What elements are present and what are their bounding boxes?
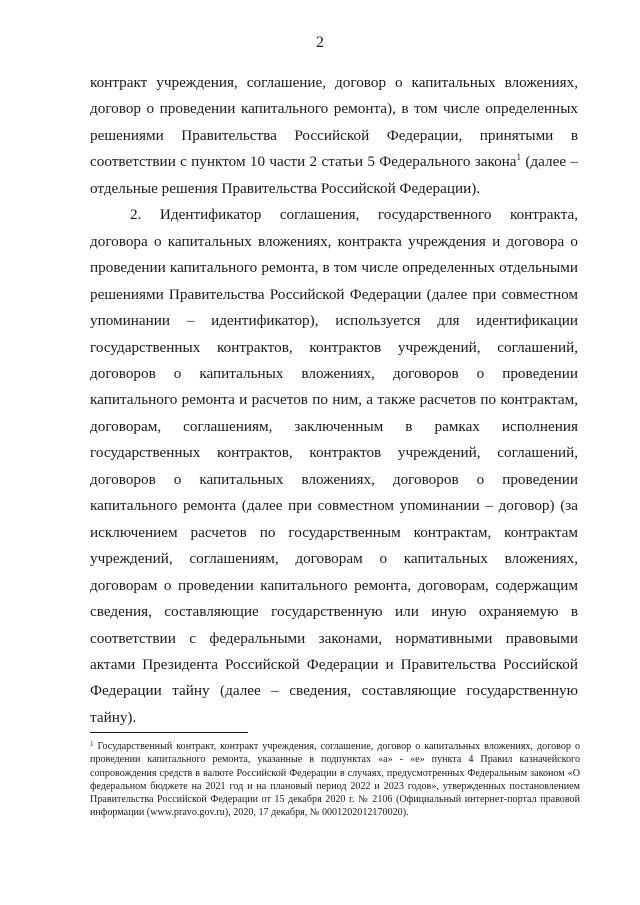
footnote-reference[interactable]: 1 <box>516 152 522 163</box>
paragraph-continuation <box>90 70 578 202</box>
paragraph-2: 2. Идентификатор соглашения, государственного контракта, договора о капитальных вложениях, контракта учреждения и договора о проведении капитального ремонта, в том числе определенных отдельными решениями Правительства Российской Федерации (далее при совместном упоминании – идентификатор), используется для идентификации государственных контрактов, контрактов учреждений, соглашений, договоров о капитальных вложениях, договоров о проведении капитального ремонта и расчетов по ним, а также расчетов по контрактам, договорам, соглашениям, заключенным в рамках исполнения государственных контрактов, контрактов учреждений, соглашений, договоров о капитальных вложениях, договоров о проведении капитального ремонта (далее при совместном упоминании – договор) (за исключением расчетов по государственным контрактам, контрактам учреждений, соглашениям, договорам о капитальных вложениях, договорам о проведении капитального ремонта, договорам, содержащим сведения, составляющие государственную или иную охраняемую в соответствии с федеральными законами, нормативными правовыми актами Президента Российской Федерации и Правительства Российской Федерации тайну (далее – сведения, составляющие государственную тайну). <box>90 206 578 726</box>
footnote <box>90 740 580 820</box>
paragraph-1-tail: (далее – отдельные решения Правительства Российской Федерации). <box>90 153 578 197</box>
document-body <box>90 70 578 731</box>
page-number: 2 <box>316 34 324 51</box>
footnote-separator <box>90 732 248 733</box>
footnote-marker: 1 <box>90 740 94 748</box>
footnote-text: Государственный контракт, контракт учреждения, соглашение, договор о капитальных вложениях, договор о проведении капитального ремонта, указанные в подпунктах «а» - «е» пункта 4 Правил казначейского сопровождения средств в валюте Российской Федерации в случаях, предусмотренных Федеральным законом «О федеральном бюджете на 2021 год и на плановый период 2022 и 2023 годов», утвержденных постановлением Правительства Российской Федерации от 15 декабря 2020 г. № 2106 (Официальный интернет-портал правовой информации (www.pravo.gov.ru), 2020, 17 декабря, № 0001202012170020). <box>90 741 580 819</box>
paragraph-1-text: контракт учреждения, соглашение, договор о капитальных вложениях, договор о проведении капитального ремонта), в том числе определенных решениями Правительства Российской Федерации, принятыми в соответствии с пунктом 10 части 2 статьи 5 Федерального закона <box>90 74 578 171</box>
